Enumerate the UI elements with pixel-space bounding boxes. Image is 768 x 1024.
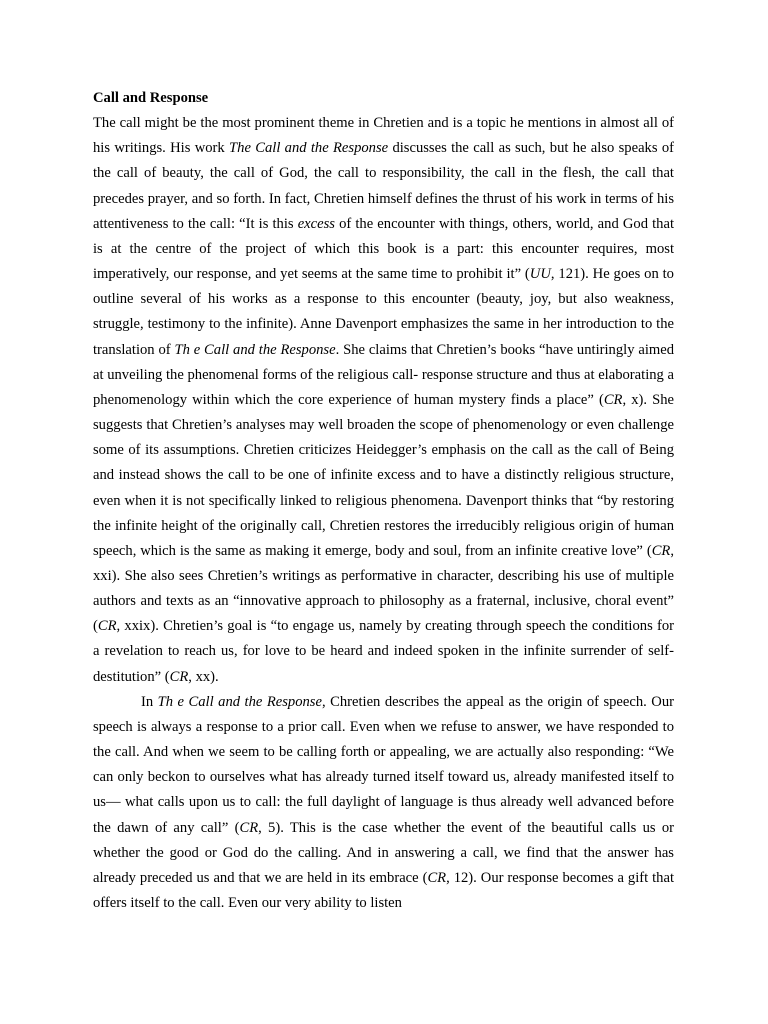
text-run: , xx). [188, 668, 219, 685]
text-run: In [141, 693, 158, 710]
italic-text: CR [239, 819, 259, 836]
text-run: , xxi). She also sees Chretien’s writings as performative in character, describing his use of multiple authors and texts as an “innovative approach to philosophy as a fraternal, inclusive, choral event” ( [93, 542, 674, 635]
text-run: discusses the call as such, but he also speaks of the call of beauty, the call of God, the call to responsibility, the call in the flesh, the call that precedes prayer, and so forth. In fact, Chretien himself defines the thrust of his work in terms of his attentiveness to the call: “It is this [93, 140, 675, 232]
italic-text: The Call and the Response [229, 140, 389, 157]
italic-text: CR [427, 869, 447, 886]
italic-text: CR [97, 618, 117, 635]
italic-text: CR [169, 668, 189, 685]
italic-text: UU [529, 266, 551, 283]
italic-text: Th e Call and the Response [157, 693, 322, 710]
text-run: The call might be the most prominent theme in Chretien and is a topic he mentions in almost all of his writings. His work [93, 115, 674, 157]
text-run: , xxix). Chretien’s goal is “to engage us, namely by creating through speech the conditions for a revelation to reach us, for love to be heard and indeed spoken in the infinite surrender of self- destitution” ( [93, 618, 674, 685]
document-page [93, 86, 674, 916]
text-run: , x). She suggests that Chretien’s analyses may well broaden the scope of phenomenology or even challenge some of its assumptions. Chretien criticizes Heidegger’s emphasis on the call as the call of Being and instead shows the call to be one of infinite excess and to have a distinctly religious structure, even when it is not specifically linked to religious phenomena. Davenport thinks that “by restoring the infinite height of the originally call, Chretien restores the irreducibly religious origin of human speech, which is the same as making it emerge, body and soul, from an infinite creative love” ( [93, 391, 674, 559]
text-run: , Chretien describes the appeal as the origin of speech. Our speech is always a response to a prior call. Even when we refuse to answer, we have responded to the call. And when we seem to be calling forth or appealing, we are actually also responding: “We can only beckon to ourselves what has already turned itself toward us, already manifested itself to us— what calls upon us to call: the full daylight of language is thus already well advanced before the dawn of any call” ( [93, 693, 674, 836]
paragraph [93, 690, 674, 916]
italic-text: excess [297, 215, 335, 232]
body-text [93, 111, 674, 916]
text-run: , 12). Our response becomes a gift that offers itself to the call. Even our very ability to listen [93, 869, 675, 911]
italic-text: Th e Call and the Response [174, 341, 336, 358]
text-run: , 5). This is the case whether the event of the beautiful calls us or whether the good or God do the calling. And in answering a call, we find that the answer has already preceded us and that we are held in its embrace ( [93, 819, 674, 886]
text-run: . She claims that Chretien’s books “have untiringly aimed at unveiling the phenomenal forms of the religious call- response structure and thus at elaborating a phenomenology within which the core experience of human mystery finds a place” ( [93, 341, 674, 408]
italic-text: CR [651, 542, 671, 559]
paragraph [93, 111, 674, 690]
text-run: , 121). He goes on to outline several of his works as a response to this encounter (beauty, joy, but also weakness, struggle, testimony to the infinite). Anne Davenport emphasizes the same in her introduction to the translation of [93, 266, 674, 358]
section-heading: Call and Response [93, 90, 209, 106]
italic-text: CR [603, 391, 623, 408]
text-run: of the encounter with things, others, world, and God that is at the centre of the project of which this book is a part: this encounter requires, most imperatively, our response, and yet seems at the same time to prohibit it” ( [93, 215, 674, 283]
